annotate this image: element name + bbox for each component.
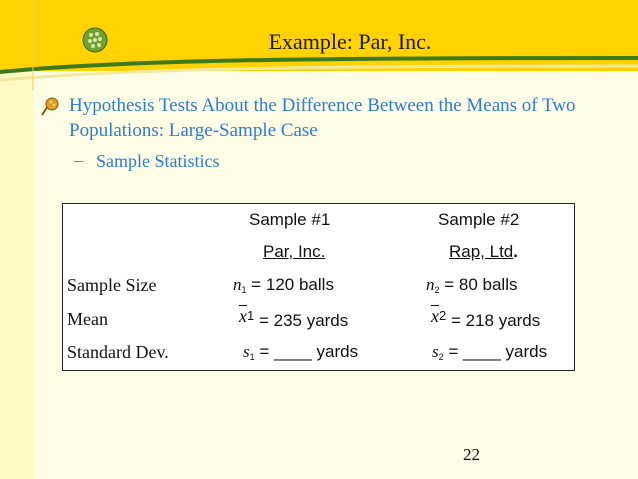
sample2-mean-cell (431, 306, 541, 330)
sample1-mean-cell (239, 306, 349, 330)
n1-symbol: n (233, 275, 242, 294)
row-label-sample-size: Sample Size (67, 275, 157, 295)
sub-bullet-dash: – (74, 150, 83, 170)
s1-subscript: 1 (249, 352, 255, 362)
sub-bullet-text: Sample Statistics (96, 151, 220, 171)
page-number: 22 (463, 445, 480, 464)
sample2-mean-value: = 218 yards (446, 311, 541, 330)
sample1-size-value: = 120 balls (246, 275, 334, 294)
sample1-name: Par, Inc. (263, 242, 326, 261)
s2-symbol: s (432, 342, 439, 361)
x1-bar-symbol: $\overline{x}$ (239, 306, 247, 326)
sample-statistics-table (62, 203, 575, 371)
sample2-sd-value: = ____ yards (443, 342, 548, 361)
s1-symbol: s (243, 342, 250, 361)
sample1-header: Sample #1 (249, 210, 331, 229)
row-label-mean: Mean (67, 309, 108, 329)
golf-ball-bullet-icon (40, 97, 60, 117)
s2-subscript: 2 (438, 352, 444, 362)
sample2-header: Sample #2 (438, 210, 520, 229)
x1-subscript: 1 (247, 308, 255, 323)
sample1-size-cell (233, 275, 334, 295)
sample2-name-period: . (513, 242, 518, 261)
slide-title: Example: Par, Inc. (268, 29, 432, 54)
sample2-size-cell (426, 275, 518, 295)
row-label-standard-dev: Standard Dev. (67, 342, 169, 362)
n1-subscript: 1 (241, 285, 247, 295)
x2-subscript: 2 (439, 308, 447, 323)
sample1-sd-cell (243, 342, 358, 362)
bullet-text: Hypothesis Tests About the Difference Between the Means of Two Populations: Large-Sample Case (69, 95, 576, 141)
x2-bar-symbol: $\overline{x}$ (431, 306, 439, 326)
sample2-sd-cell (432, 342, 547, 362)
sample1-mean-value: = 235 yards (254, 311, 349, 330)
n2-symbol: n (426, 275, 435, 294)
sample2-name: Rap, Ltd (449, 242, 514, 261)
sample2-name-cell (449, 242, 518, 262)
n2-subscript: 2 (434, 285, 440, 295)
sample2-size-value: = 80 balls (439, 275, 518, 294)
sample1-sd-value: = ____ yards (254, 342, 359, 361)
